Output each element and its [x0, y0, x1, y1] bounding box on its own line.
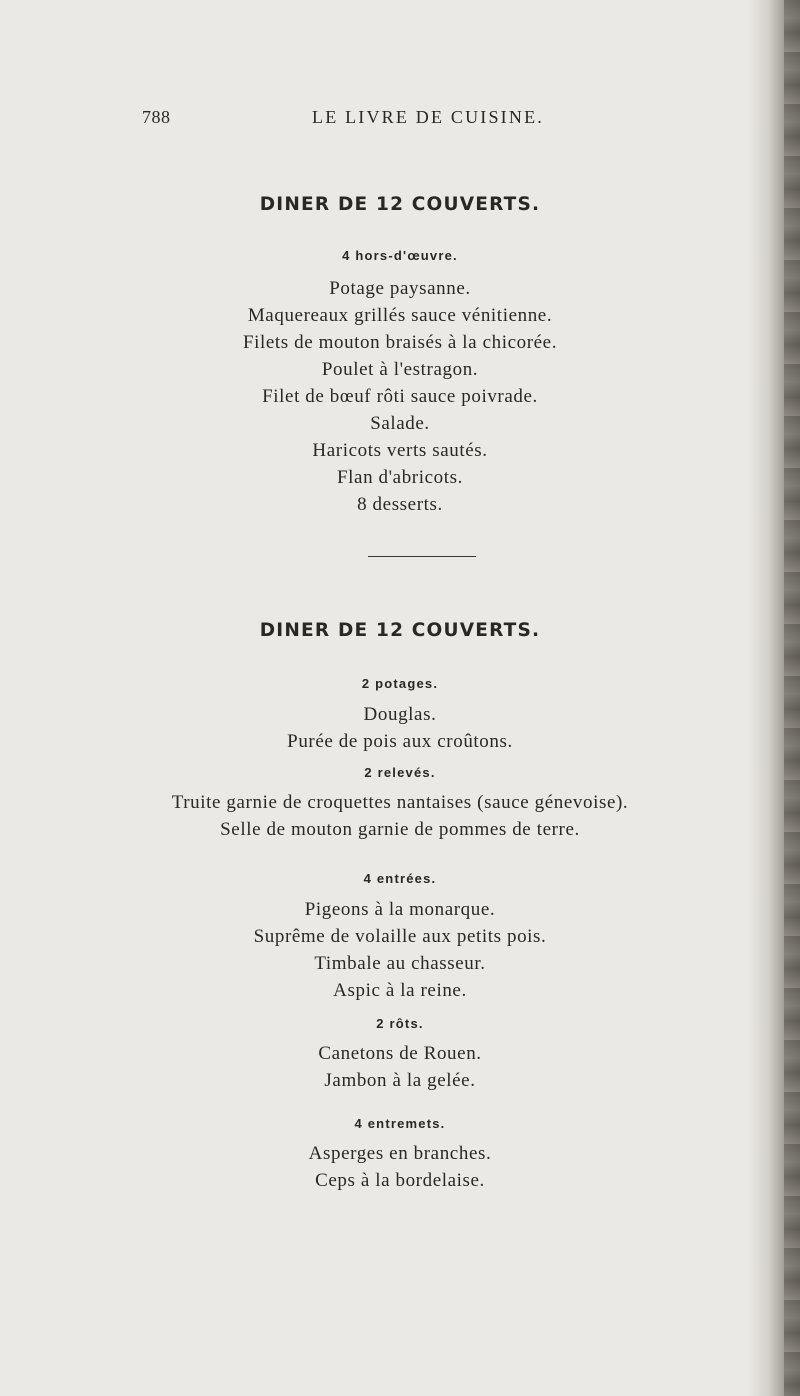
menu-title: DINER DE 12 COUVERTS.: [259, 194, 541, 215]
dish-item: 8 desserts.: [357, 494, 443, 515]
dish-item: Potage paysanne.: [329, 278, 471, 299]
section-heading-entremets: 4 entremets.: [354, 1116, 446, 1131]
dish-item: Filet de bœuf rôti sauce poivrade.: [262, 386, 538, 407]
dish-item: Truite garnie de croquettes nantaises (sauce génevoise).: [171, 792, 629, 813]
dish-item: Flan d'abricots.: [337, 467, 463, 488]
section-heading-entrees: 4 entrées.: [363, 871, 437, 886]
dish-item: Haricots verts sautés.: [312, 440, 488, 461]
section-heading-potages: 2 potages.: [361, 676, 439, 691]
menu-title: DINER DE 12 COUVERTS.: [259, 620, 541, 641]
section-heading-releves: 2 relevés.: [364, 765, 436, 780]
menu-separator-rule: [368, 556, 476, 557]
dish-item: Selle de mouton garnie de pommes de terre.: [220, 819, 580, 840]
dish-item: Pigeons à la monarque.: [304, 899, 496, 920]
dish-item: Jambon à la gelée.: [324, 1070, 476, 1091]
dish-item: Purée de pois aux croûtons.: [287, 731, 513, 752]
dish-item: Poulet à l'estragon.: [321, 359, 479, 380]
section-heading-hors-doeuvre: 4 hors-d'œuvre.: [342, 248, 458, 263]
dish-item: Canetons de Rouen.: [318, 1043, 482, 1064]
dish-item: Salade.: [370, 413, 430, 434]
dish-item: Aspic à la reine.: [333, 980, 467, 1001]
dish-item: Douglas.: [363, 704, 437, 725]
dish-item: Ceps à la bordelaise.: [315, 1170, 485, 1191]
dish-item: Filets de mouton braisés à la chicorée.: [242, 332, 558, 353]
section-heading-rots: 2 rôts.: [376, 1016, 424, 1031]
dish-item: Timbale au chasseur.: [314, 953, 486, 974]
page-header: [0, 107, 800, 137]
dish-item: Maquereaux grillés sauce vénitienne.: [247, 305, 553, 326]
running-title: LE LIVRE DE CUISINE.: [312, 107, 544, 127]
dish-item: Asperges en branches.: [308, 1143, 492, 1164]
page-number: 788: [142, 107, 171, 127]
dish-item: Suprême de volaille aux petits pois.: [253, 926, 547, 947]
